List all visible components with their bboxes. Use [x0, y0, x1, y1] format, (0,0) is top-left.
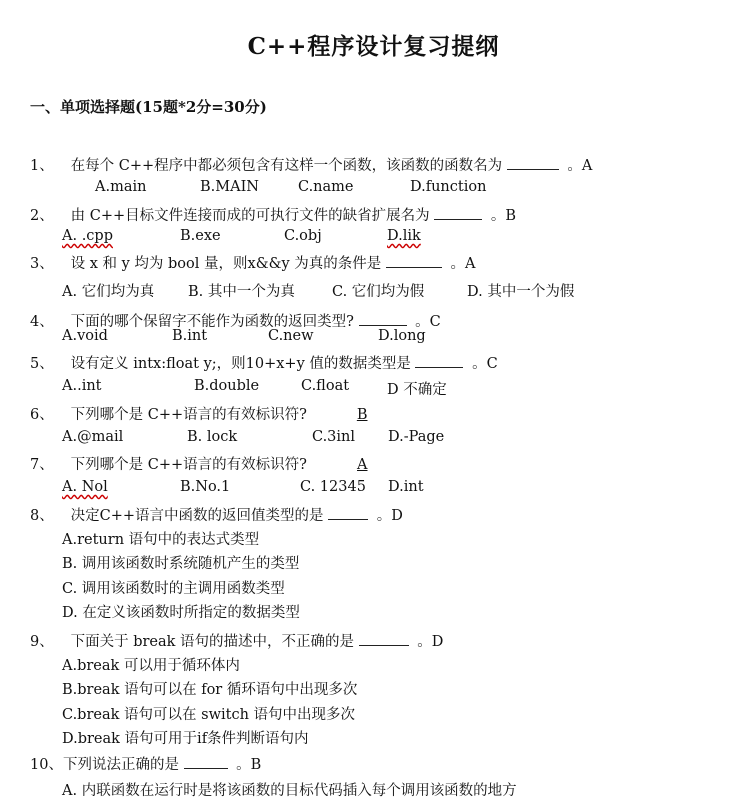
question-2-options: [62, 228, 662, 248]
question-6: [30, 403, 368, 424]
question-text: 设有定义 intx:float y;，则10+x+y 值的数据类型是: [70, 356, 411, 372]
question-text: 下列哪个是 C++语言的有效标识符?: [70, 407, 307, 423]
option-c: C.name: [298, 179, 354, 195]
option-c: C.new: [268, 328, 314, 344]
question-8-option-b: B. 调用该函数时系统随机产生的类型: [62, 556, 300, 572]
answer: 。D: [376, 508, 403, 524]
question-text: 设 x 和 y 均为 bool 量，则x&&y 为真的条件是: [70, 256, 382, 272]
option-d: D.function: [410, 179, 487, 195]
question-text: 下面关于 break 语句的描述中，不正确的是: [70, 634, 355, 650]
question-1-options: [95, 179, 695, 199]
answer: 。A: [450, 256, 476, 272]
option-a: A..int: [62, 378, 102, 394]
question-7-options: [62, 479, 662, 499]
option-a: A.@mail: [62, 429, 124, 445]
document-title: C++程序设计复习提纲: [247, 33, 500, 60]
question-text: 下列哪个是 C++语言的有效标识符?: [70, 457, 307, 473]
question-number: 5、: [30, 356, 54, 372]
answer: 。D: [417, 634, 444, 650]
question-5: [30, 352, 498, 373]
question-9: [30, 630, 443, 651]
question-number: 9、: [30, 634, 54, 650]
question-8-option-d: D. 在定义该函数时所指定的数据类型: [62, 605, 300, 621]
answer-blank: [415, 353, 463, 368]
option-b: B.MAIN: [200, 179, 259, 195]
answer: 。B: [490, 208, 516, 224]
question-3-options: [62, 280, 702, 300]
option-c: C. 12345: [300, 479, 366, 495]
option-a: A. Nol: [62, 479, 108, 495]
question-1: [30, 154, 592, 175]
question-text: 下列说法正确的是: [62, 757, 179, 773]
question-number: 8、: [30, 508, 54, 524]
question-4-options: [62, 328, 662, 348]
answer: 。C: [415, 314, 441, 330]
option-b: B.double: [194, 378, 260, 394]
option-d: D.long: [378, 328, 426, 344]
question-3: [30, 252, 476, 273]
option-c: C.3inl: [312, 429, 356, 445]
option-c: C. 它们均为假: [332, 284, 425, 300]
question-9-option-c: C.break 语句可以在 switch 语句中出现多次: [62, 707, 356, 723]
question-8: [30, 504, 403, 525]
question-text: 决定C++语言中函数的返回值类型的是: [70, 508, 324, 524]
option-b: B.No.1: [180, 479, 231, 495]
option-d: D. 其中一个为假: [467, 284, 575, 300]
question-text: 在每个 C++程序中都必须包含有这样一个函数，该函数的函数名为: [70, 158, 503, 174]
question-5-options: [62, 378, 662, 398]
question-number: 2、: [30, 208, 54, 224]
question-number: 7、: [30, 457, 54, 473]
answer-blank: [434, 205, 482, 220]
question-9-option-a: A.break 可以用于循环体内: [62, 658, 240, 674]
answer-blank: [386, 253, 442, 268]
option-a: A.main: [95, 179, 147, 195]
option-b: B.exe: [180, 228, 221, 244]
question-7: [30, 453, 368, 474]
option-d: D.int: [388, 479, 424, 495]
option-d: D.-Page: [388, 429, 445, 445]
option-d: D.lik: [387, 228, 421, 244]
question-number: 4、: [30, 314, 54, 330]
question-2: [30, 204, 516, 225]
option-d: D 不确定: [387, 382, 447, 398]
option-a: A. 它们均为真: [62, 284, 155, 300]
question-10: [30, 753, 261, 774]
question-text: 由 C++目标文件连接而成的可执行文件的缺省扩展名为: [70, 208, 430, 224]
question-number: 6、: [30, 407, 54, 423]
answer: 。C: [472, 356, 498, 372]
section-heading: 一、单项选择题(15题*2分=30分): [30, 98, 267, 116]
option-c: C.float: [301, 378, 350, 394]
answer: 。A: [567, 158, 593, 174]
question-number: 10、: [30, 757, 63, 773]
answer-blank: [184, 754, 228, 769]
answer-blank: [507, 155, 559, 170]
question-6-options: [62, 429, 662, 449]
option-b: B. 其中一个为真: [188, 284, 295, 300]
answer: A: [357, 457, 368, 473]
answer-blank: [359, 311, 407, 326]
answer: B: [356, 407, 368, 423]
option-b: B.int: [172, 328, 208, 344]
question-10-option-a: A. 内联函数在运行时是将该函数的目标代码插入每个调用该函数的地方: [62, 783, 517, 799]
question-text: 下面的哪个保留字不能作为函数的返回类型?: [70, 314, 354, 330]
option-a: A. .cpp: [62, 228, 113, 244]
question-number: 1、: [30, 158, 54, 174]
option-b: B. lock: [187, 429, 238, 445]
answer: 。B: [236, 757, 262, 773]
question-number: 3、: [30, 256, 54, 272]
question-8-option-c: C. 调用该函数时的主调用函数类型: [62, 581, 285, 597]
option-c: C.obj: [284, 228, 322, 244]
answer-blank: [359, 631, 409, 646]
question-9-option-b: B.break 语句可以在 for 循环语句中出现多次: [62, 682, 358, 698]
option-a: A.void: [62, 328, 108, 344]
question-9-option-d: D.break 语句可用于if条件判断语句内: [62, 731, 309, 747]
question-8-option-a: A.return 语句中的表达式类型: [62, 532, 260, 548]
answer-blank: [328, 505, 368, 520]
